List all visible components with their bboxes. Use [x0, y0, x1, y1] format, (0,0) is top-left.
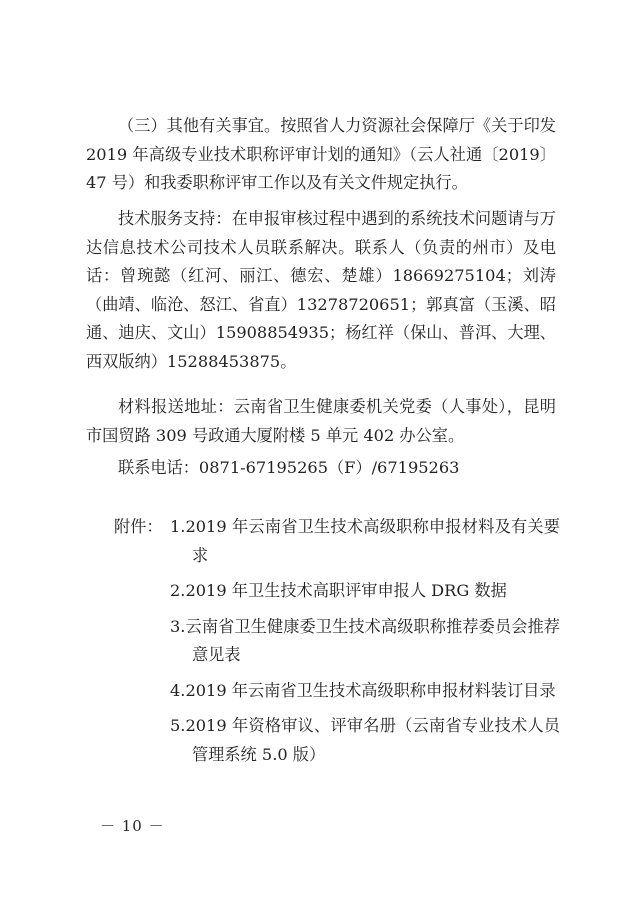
attachments-list	[114, 513, 560, 776]
attachment-item-5	[114, 712, 560, 769]
paragraph-phone	[86, 454, 556, 483]
paragraph-tech-support	[86, 205, 556, 376]
attachment-item-1	[114, 513, 560, 570]
attachment-item-5-text: 5.2019 年资格审议、评审名册（云南省专业技术人员管理系统 5.0 版）	[170, 716, 560, 764]
attachment-item-4-text: 4.2019 年云南省卫生技术高级职称申报材料装订目录	[170, 680, 556, 700]
address-text: 材料报送地址：云南省卫生健康委机关党委（人事处），昆明市国贸路 309 号政通大厦附楼 5 单元 402 办公室。	[86, 397, 556, 445]
page-number: － 10 －	[100, 817, 165, 835]
attachment-item-3-text: 3.云南省卫生健康委卫生技术高级职称推荐委员会推荐意见表	[170, 616, 560, 664]
phone-text: 联系电话：0871-67195265（F）/67195263	[118, 458, 460, 477]
paragraph-address	[86, 393, 556, 450]
attachments-label: 附件：	[114, 517, 163, 536]
tech-support-text: 技术服务支持：在申报审核过程中遇到的系统技术问题请与万达信息技术公司技术人员联系解决。联系人（负责的州市）及电话：曾琬懿（红河、丽江、德宏、楚雄）18669275104；刘涛（曲靖、临沧、怒江、省直）13278720651；郭真富（玉溪、昭通、迪庆、文山）15908854935；杨红祥（保山、普洱、大理、西双版纳）15288453875。	[86, 209, 556, 371]
other-matters-text: （三）其他有关事宜。按照省人力资源社会保障厅《关于印发 2019 年高级专业技术职称评审计划的通知》（云人社通〔2019〕47 号）和我委职称评审工作以及有关文件规定执行。	[86, 116, 556, 192]
attachment-item-3	[114, 613, 560, 670]
attachment-item-2	[114, 577, 560, 606]
attachment-item-1-text: 1.2019 年云南省卫生技术高级职称申报材料及有关要求	[170, 517, 560, 565]
attachment-item-2-text: 2.2019 年卫生技术高职评审申报人 DRG 数据	[170, 581, 507, 600]
paragraph-other-matters	[86, 112, 556, 198]
attachment-item-4	[114, 677, 560, 706]
